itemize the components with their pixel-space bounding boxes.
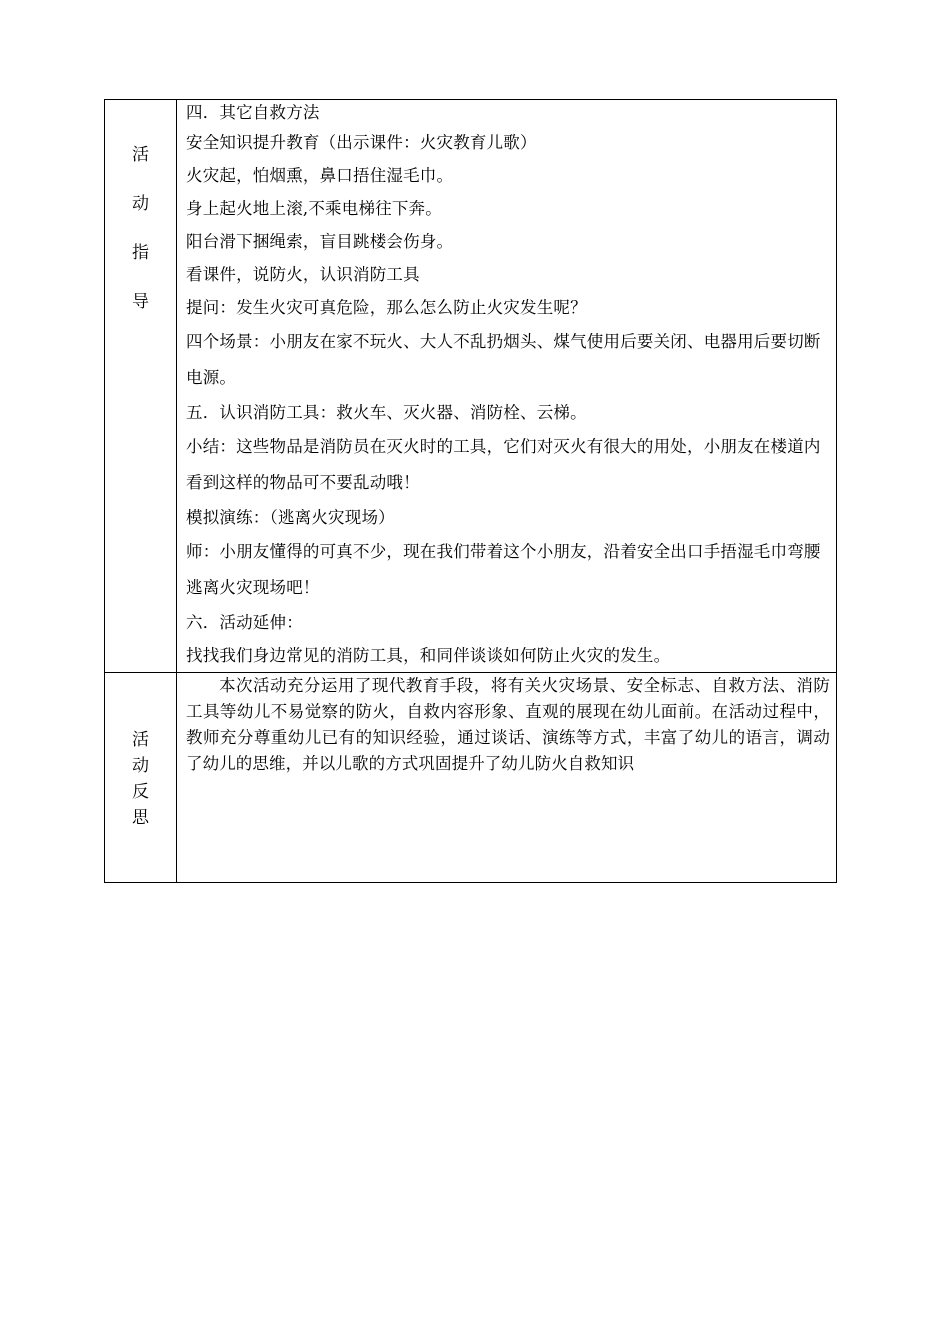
guide-line: 身上起火地上滚,不乘电梯往下奔。 bbox=[186, 199, 442, 218]
guide-line: 六．活动延伸： bbox=[186, 613, 303, 632]
activity-reflection-content-cell bbox=[177, 673, 837, 883]
guide-line: 火灾起，怕烟熏，鼻口捂住湿毛巾。 bbox=[186, 166, 454, 185]
label-char: 反 bbox=[132, 782, 149, 802]
guide-line: 师：小朋友懂得的可真不少，现在我们带着这个小朋友，沿着安全出口手捂湿毛巾弯腰逃离火灾现场吧！ bbox=[186, 542, 821, 597]
activity-reflection-label-cell bbox=[105, 673, 177, 883]
guide-line: 四个场景：小朋友在家不玩火、大人不乱扔烟头、煤气使用后要关闭、电器用后要切断电源。 bbox=[186, 332, 821, 387]
label-char: 活 bbox=[132, 730, 149, 750]
guide-line: 小结：这些物品是消防员在灭火时的工具，它们对灭火有很大的用处，小朋友在楼道内看到这样的物品可不要乱动哦！ bbox=[186, 437, 821, 492]
guide-line: 看课件，说防火，认识消防工具 bbox=[186, 265, 420, 284]
activity-reflection-row bbox=[105, 673, 837, 883]
guide-line: 四．其它自救方法 bbox=[186, 103, 320, 122]
label-char: 动 bbox=[132, 194, 149, 214]
guide-line: 五．认识消防工具：救火车、灭火器、消防栓、云梯。 bbox=[186, 403, 587, 422]
activity-guide-content-cell bbox=[177, 100, 837, 673]
guide-line: 安全知识提升教育（出示课件：火灾教育儿歌） bbox=[186, 133, 537, 152]
guide-line: 模拟演练：（逃离火灾现场） bbox=[186, 508, 395, 527]
activity-guide-row bbox=[105, 100, 837, 673]
label-char: 导 bbox=[132, 292, 149, 312]
activity-reflection-label bbox=[105, 673, 176, 831]
activity-reflection-text: 本次活动充分运用了现代教育手段，将有关火灾场景、安全标志、自救方法、消防工具等幼儿不易觉察的防火，自救内容形象、直观的展现在幼儿面前。在活动过程中，教师充分尊重幼儿已有的知识经验，通过谈话、演练等方式，丰富了幼儿的语言，调动了幼儿的思维，并以儿歌的方式巩固提升了幼儿防火自救知识 bbox=[186, 676, 830, 773]
activity-guide-content bbox=[186, 100, 830, 672]
activity-guide-label-cell bbox=[105, 100, 177, 673]
guide-line: 阳台滑下捆绳索，盲目跳楼会伤身。 bbox=[186, 232, 454, 251]
label-char: 动 bbox=[132, 756, 149, 776]
label-char: 活 bbox=[132, 145, 149, 165]
activity-guide-label bbox=[105, 100, 176, 340]
guide-line: 找找我们身边常见的消防工具，和同伴谈谈如何防止火灾的发生。 bbox=[186, 646, 671, 665]
label-char: 指 bbox=[132, 243, 149, 263]
label-char: 思 bbox=[132, 808, 149, 828]
lesson-plan-table bbox=[104, 99, 837, 883]
guide-line: 提问：发生火灾可真危险，那么怎么防止火灾发生呢？ bbox=[186, 298, 587, 317]
